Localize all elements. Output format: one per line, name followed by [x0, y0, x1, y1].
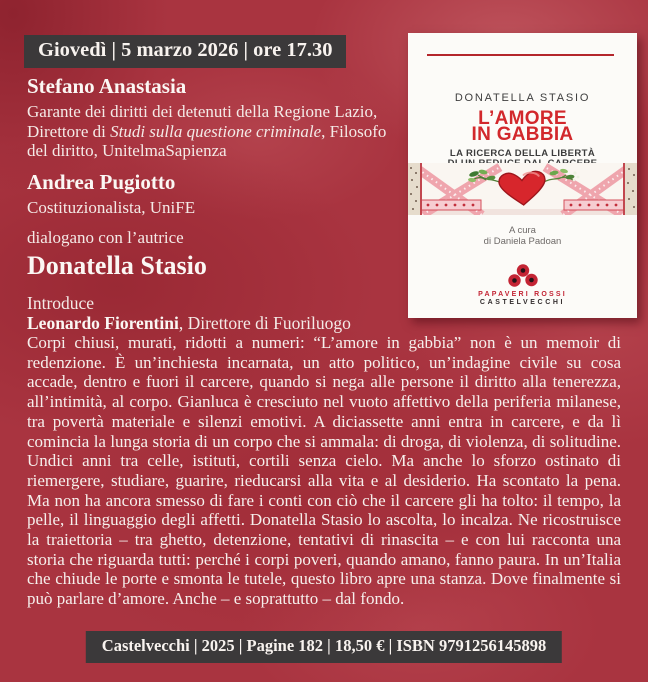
cover-subtitle-line1: LA RICERCA DELLA LIBERTÀ [449, 148, 596, 159]
heart-mural-icon [408, 163, 637, 215]
book-cover [408, 33, 637, 318]
imprint-label: PAPAVERI ROSSI [478, 291, 567, 298]
cover-title [408, 108, 637, 145]
speaker1-role [27, 102, 403, 161]
event-description: Corpi chiusi, murati, ridotti a numeri: “L’amore in gabbia” non è un memoir di redenzione. È un’inchiesta incarnata, un atto politico, un’indagine civile su cosa accade, dentro e fuori il carcere, quando si nega alle persone il diritto alla tenerezza, all’intimità, al corpo. Gianluca è cresciuto nel vuoto affettivo della periferia milanese, tra povertà materiale e silenzi emotivi. A diciassette anni entra in carcere, e da lì comincia la lunga storia di un corpo che si ammala: di droga, di violenza, di solitudine. Undici anni tra celle, istituti, cortili senza cielo. Ma anche lo sforzo ostinato di riemergere, studiare, guarire, rieducarsi alla vita e al desiderio. Ha scontato la pena. Ma non ha ancora smesso di fare i conti con ciò che il carcere gli ha tolto: il tempo, la pelle, il linguaggio degli affetti. Donatella Stasio lo ascolta, lo incalza. Ne ricostruisce la traiettoria – tra ghetto, detenzione, tentativi di rinascita – e con lui racconta una storia che riguarda tutti: perché i corpi poveri, quando amano, fanno paura. In un’Italia che chiude le porte e smonta le tutele, questo libro apre una stanza. Dove finalmente si può parlare d’amore. Anche – e soprattutto – dal fondo. [27, 333, 621, 609]
speaker1-name: Stefano Anastasia [27, 74, 187, 98]
cover-title-line2: IN GABBIA [471, 123, 574, 145]
introducer-name: Leonardo Fiorentini [27, 313, 179, 333]
heart-mural-illustration [408, 163, 637, 215]
dialog-label: dialogano con l’autrice [27, 228, 184, 247]
speaker1-role-suffix: , Filosofo del diritto, UnitelmaSapienza [27, 121, 387, 160]
curator-line2: di Daniela Padoan [483, 236, 562, 247]
speaker1-role-journal: Studi sulla questione criminale [110, 121, 322, 141]
cover-author: DONATELLA STASIO [454, 92, 591, 104]
curator-line1: A cura [509, 225, 536, 236]
speaker1-role-prefix: Garante dei diritti dei detenuti della Regione Lazio, Direttore di [27, 102, 378, 141]
footer-banner: Castelvecchi | 2025 | Pagine 182 | 18,50 € | ISBN 9791256145898 [86, 631, 562, 663]
author-name: Donatella Stasio [27, 251, 207, 280]
speaker2-name: Andrea Pugiotto [27, 169, 176, 194]
speakers-column [27, 74, 403, 333]
cover-top-rule [427, 54, 614, 56]
date-banner: Giovedì | 5 marzo 2026 | ore 17.30 [24, 35, 346, 68]
introduce-label: Introduce [27, 293, 95, 313]
poppies-icon [503, 263, 543, 289]
curator-credit [408, 225, 637, 247]
publisher-label: CASTELVECCHI [479, 299, 566, 306]
publisher-logo [408, 263, 637, 306]
speaker2-role: Costituzionalista, UniFE [27, 197, 196, 217]
introducer-line [27, 313, 403, 333]
introducer-role: , Direttore di Fuoriluogo [178, 313, 351, 333]
cover-title-line1: L’AMORE [478, 108, 567, 129]
